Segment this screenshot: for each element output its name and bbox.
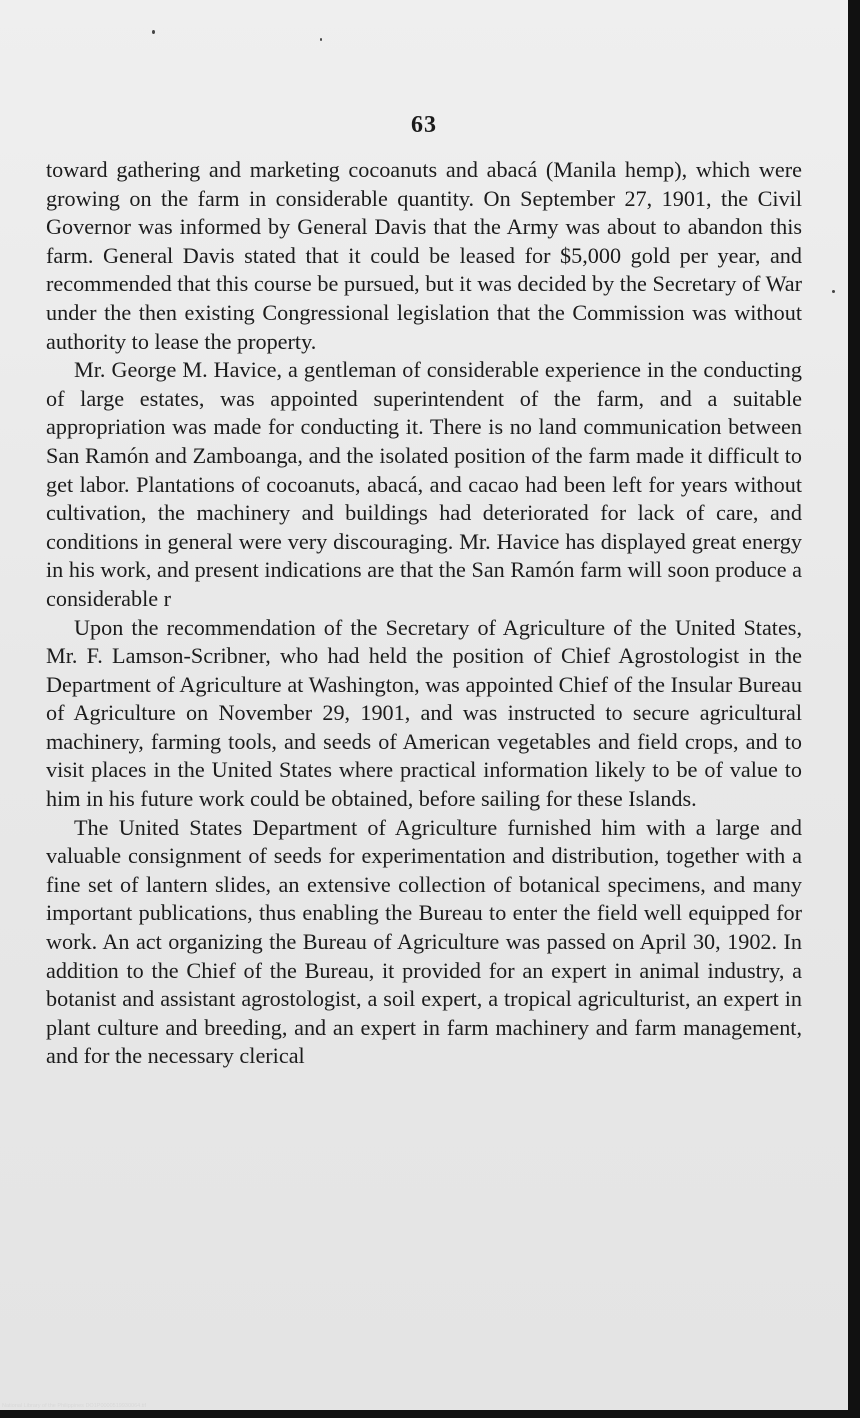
scan-credit: National Library of the Philippines DO1P0000519930064.tif: [2, 1403, 147, 1409]
paragraph-havice: Mr. George M. Havice, a gentleman of considerable experience in the conducting of large estates, was appointed superintendent of the farm, and a suitable appropriation was made for conducting it. There is no land communication between San Ramón and Zamboanga, and the isolated position of the farm made it difficult to get labor. Plantations of cocoanuts, abacá, and cacao had been left for years without cultivation, the machinery and buildings had deteriorated for lack of care, and conditions in general were very discouraging. Mr. Havice has displayed great energy in his work, and present indications are that the San Ramón farm will soon produce a considerable r: [46, 357, 802, 611]
paragraph-department: The United States Department of Agriculture furnished him with a large and valuable consignment of seeds for experimentation and distribution, together with a fine set of lantern slides, an extensive collection of botanical specimens, and many important publications, thus enabling the Bureau to enter the field well equipped for work. An act organizing the Bureau of Agriculture was passed on April 30, 1902. In addition to the Chief of the Bureau, it provided for an expert in animal industry, a botanist and assistant agrostologist, a soil expert, a tropical agriculturist, an expert in plant culture and breeding, and an expert in farm machinery and farm management, and for the necessary clerical: [46, 814, 802, 1069]
scan-border-right: [848, 0, 860, 1418]
scan-speck: [152, 30, 155, 34]
body-text: [46, 156, 802, 1071]
paragraph-scribner: Upon the recommendation of the Secretary of Agriculture of the United States, Mr. F. Lamson-Scribner, who had held the position of Chief Agrostologist in the Department of Agriculture at Washington, was appointed Chief of the Insular Bureau of Agriculture on November 29, 1901, and was instructed to secure agricultural machinery, farming tools, and seeds of American vegetables and field crops, and to visit places in the United States where practical information likely to be of value to him in his future work could be obtained, before sailing for these Islands.: [46, 614, 802, 812]
scan-speck: [320, 38, 322, 41]
scan-border-bottom: [0, 1410, 860, 1418]
scan-speck: [832, 290, 835, 293]
page-number: 63: [411, 112, 437, 138]
paragraph-continued: toward gathering and marketing cocoanuts and abacá (Manila hemp), which were growing on the farm in considerable quantity. On September 27, 1901, the Civil Governor was informed by General Davis that the Army was about to abandon this farm. General Davis stated that it could be leased for $5,000 gold per year, and recommended that this course be pursued, but it was decided by the Secretary of War under the then existing Congressional legislation that the Commission was without authority to lease the property.: [46, 157, 802, 354]
